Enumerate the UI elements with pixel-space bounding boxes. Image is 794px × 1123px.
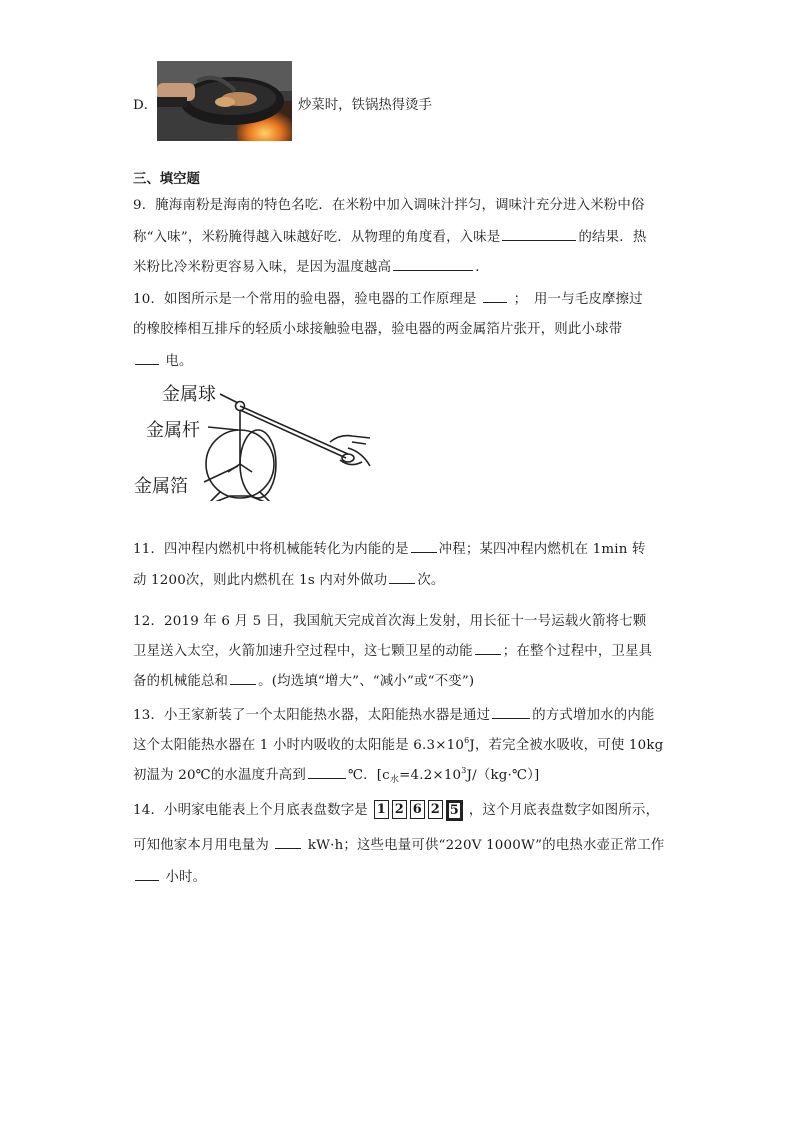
wok-cooking-photo [157, 61, 292, 141]
answer-blank[interactable] [135, 868, 159, 881]
answer-blank[interactable] [389, 571, 415, 584]
question-14-line-1 [133, 799, 659, 821]
exponent: 3 [461, 766, 467, 775]
label-metal-ball: 金属球 [162, 384, 216, 405]
q13-text: 13．小王家新装了一个太阳能热水器，太阳能热水器是通过 [133, 708, 491, 723]
q10-text: 电。 [165, 354, 193, 369]
question-9-line-2 [133, 226, 646, 245]
q13-text: 的方式增加水的内能 [532, 708, 655, 723]
q11-text: 11．四冲程内燃机中将机械能转化为内能的是 [133, 542, 409, 557]
q12-text: 。(均选填“增大”、“减小”或“不变”) [258, 674, 475, 689]
q11-text: 动 1200次，则此内燃机在 1s 内对外做功 [133, 573, 388, 588]
q13-text: 这个太阳能热水器在 1 小时内吸收的太阳能是 6.3×10 [133, 738, 465, 753]
answer-blank[interactable] [393, 258, 473, 271]
q12-text: 备的机械能总和 [133, 674, 229, 689]
q11-text: 次。 [417, 573, 445, 588]
q9-text: 米粉比冷米粉更容易入味，是因为温度越高 [133, 260, 392, 275]
label-metal-rod: 金属杆 [146, 420, 200, 441]
question-14-line-2 [133, 834, 665, 853]
q9-text: 的结果．热 [578, 230, 647, 245]
q10-text: 10．如图所示是一个常用的验电器，验电器的工作原理是 [133, 292, 477, 307]
option-caption: 炒菜时，铁锅热得烫手 [298, 98, 432, 113]
q12-text: ；在整个过程中，卫星具 [502, 644, 653, 659]
q9-text: 称“入味”，米粉腌得越入味越好吃．从物理的角度看，入味是 [133, 230, 501, 245]
answer-blank[interactable] [483, 290, 507, 303]
meter-digit: 5 [446, 800, 463, 821]
q13-text: J/（kg·℃）] [466, 768, 540, 783]
label-metal-foil: 金属箔 [134, 476, 188, 497]
exponent: 6 [464, 736, 470, 745]
q9-text: ． [475, 260, 489, 275]
electroscope-figure [130, 376, 390, 501]
question-11-line-1 [133, 538, 646, 557]
option-letter: D． [133, 98, 158, 113]
q11-text: 冲程；某四冲程内燃机在 1min 转 [438, 542, 646, 557]
answer-blank[interactable] [135, 352, 159, 365]
q14-text: 14．小明家电能表上个月底表盘数字是 [133, 803, 368, 818]
q14-text: 可知他家本月用电量为 [133, 838, 269, 853]
question-12-line-1: 12．2019 年 6 月 5 日，我国航天完成首次海上发射，用长征十一号运载火箭将七颗 [133, 614, 647, 629]
question-9-line-1: 9．腌海南粉是海南的特色名吃．在米粉中加入调味汁拌匀，调味汁充分进入米粉中俗 [133, 198, 645, 213]
q13-text: 初温为 20℃的水温度升高到 [133, 768, 306, 783]
question-9-line-3 [133, 256, 489, 275]
answer-blank[interactable] [230, 672, 256, 685]
question-10-line-3 [133, 350, 193, 369]
q14-text: ，这个月底表盘数字如图所示， [468, 803, 660, 818]
q12-text: 卫星送入太空，火箭加速升空过程中，这七颗卫星的动能 [133, 644, 473, 659]
answer-blank[interactable] [492, 706, 530, 719]
question-10-line-1 [133, 288, 643, 307]
answer-blank[interactable] [475, 642, 501, 655]
question-10-line-2: 的橡胶棒相互排斥的轻质小球接触验电器，验电器的两金属箔片张开，则此小球带 [133, 322, 623, 337]
question-11-line-2 [133, 569, 445, 588]
answer-blank[interactable] [411, 540, 437, 553]
answer-blank[interactable] [502, 228, 576, 241]
q14-text: kW·h；这些电量可供“220V 1000W”的电热水壶正常工作 [307, 838, 665, 853]
section-title: 三、填空题 [133, 171, 200, 187]
question-12-line-2 [133, 640, 652, 659]
q13-text: ℃．[c [347, 768, 390, 783]
meter-display [374, 800, 463, 821]
subscript: 水 [389, 775, 400, 785]
q13-text: =4.2×10 [399, 768, 462, 783]
meter-digit: 2 [428, 800, 443, 819]
answer-blank[interactable] [308, 766, 346, 779]
q14-text: 小时。 [165, 870, 207, 885]
meter-digit: 1 [374, 800, 389, 819]
question-12-line-3 [133, 670, 474, 689]
question-13-line-3 [133, 764, 540, 785]
question-13-line-2 [133, 734, 663, 753]
q10-text: ； 用一与毛皮摩擦过 [513, 292, 643, 307]
meter-digit: 2 [392, 800, 407, 819]
meter-digit: 6 [410, 800, 425, 819]
question-14-line-3 [133, 866, 206, 885]
question-13-line-1 [133, 704, 655, 723]
q13-text: J，若完全被水吸收，可使 10kg [469, 738, 664, 753]
answer-blank[interactable] [275, 836, 301, 849]
